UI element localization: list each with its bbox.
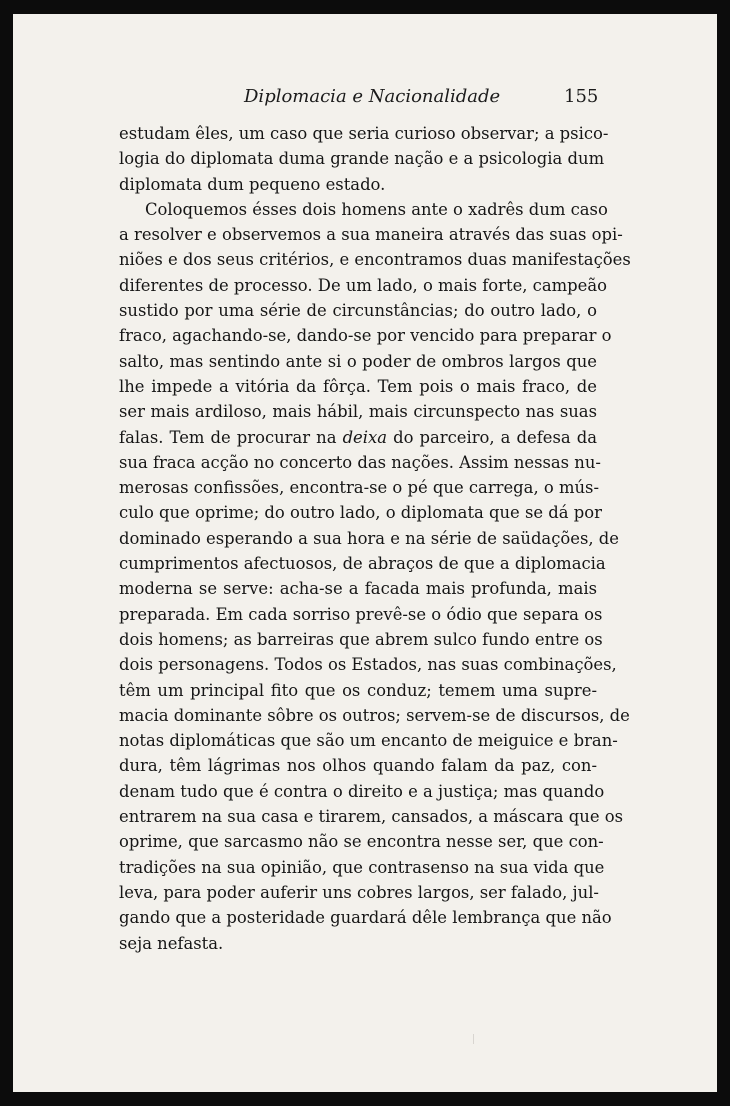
text-line: ser mais ardiloso, mais hábil, mais circunspecto nas suas	[119, 402, 597, 422]
text-line: dominado esperando a sua hora e na série de saüdações, de	[119, 528, 619, 548]
text-line: culo que oprime; do outro lado, o diplomata que se dá por	[119, 503, 602, 523]
text-line: fraco, agachando-se, dando-se por vencido para preparar o	[119, 326, 612, 346]
text-line: logia do diplomata duma grande nação e a psicologia dum	[119, 149, 605, 169]
text-line: niões e dos seus critérios, e encontramos duas manifestações	[119, 250, 631, 270]
text-line: oprime, que sarcasmo não se encontra nesse ser, que con-	[119, 832, 604, 852]
text-line: denam tudo que é contra o direito e a justiça; mas quando	[119, 781, 605, 801]
text-line: salto, mas sentindo ante si o poder de ombros largos que	[119, 351, 597, 371]
text-line: têm um principal fito que os conduz; temem uma supre-	[119, 680, 597, 700]
text-line: leva, para poder auferir uns cobres largos, ser falado, jul-	[119, 882, 599, 902]
text-line: entrarem na sua casa e tirarem, cansados, a máscara que os	[119, 807, 624, 827]
text-line: notas diplomáticas que são um encanto de meiguice e bran-	[119, 731, 618, 751]
text-line: moderna se serve: acha-se a facada mais profunda, mais	[119, 579, 597, 599]
text-line: dura, têm lágrimas nos olhos quando falam da paz, con-	[119, 756, 597, 776]
text-line: macia dominante sôbre os outros; servem-se de discursos, de	[119, 705, 630, 725]
paper-mark	[473, 1034, 480, 1044]
text-line: lhe impede a vitória da fôrça. Tem pois o mais fraco, de	[119, 376, 597, 396]
text-line: dois homens; as barreiras que abrem sulco fundo entre os	[119, 629, 603, 649]
text-line: falas. Tem de procurar na deixa do parceiro, a defesa da	[119, 427, 597, 447]
running-title: Diplomacia e Nacionalidade	[244, 86, 501, 107]
book-page	[13, 14, 717, 1092]
text-line: merosas confissões, encontra-se o pé que carrega, o mús-	[119, 478, 599, 498]
text-line: estudam êles, um caso que seria curioso observar; a psico-	[119, 124, 609, 143]
text-line: seja nefasta.	[119, 933, 224, 953]
text-line: diplomata dum pequeno estado.	[119, 174, 386, 194]
body-text	[119, 121, 631, 956]
italic-word: deixa	[342, 427, 388, 447]
text-line: Coloquemos ésses dois homens ante o xadrês dum caso	[145, 199, 608, 219]
text-line: cumprimentos afectuosos, de abraços de que a diplomacia	[119, 554, 606, 574]
text-line: a resolver e observemos a sua maneira através das suas opi-	[119, 225, 623, 245]
text-line: tradições na sua opinião, que contrasenso na sua vida que	[119, 857, 605, 877]
text-line: dois personagens. Todos os Estados, nas suas combinações,	[119, 655, 617, 675]
page-number: 155	[564, 86, 599, 107]
running-head	[13, 86, 717, 114]
text-line: gando que a posteridade guardará dêle lembrança que não	[119, 908, 612, 928]
text-line: diferentes de processo. De um lado, o mais forte, campeão	[119, 275, 608, 295]
text-line: preparada. Em cada sorriso prevê-se o ódio que separa os	[119, 604, 603, 624]
text-line: sua fraca acção no concerto das nações. Assim nessas nu-	[119, 452, 601, 472]
text-line: sustido por uma série de circunstâncias; do outro lado, o	[119, 301, 597, 321]
